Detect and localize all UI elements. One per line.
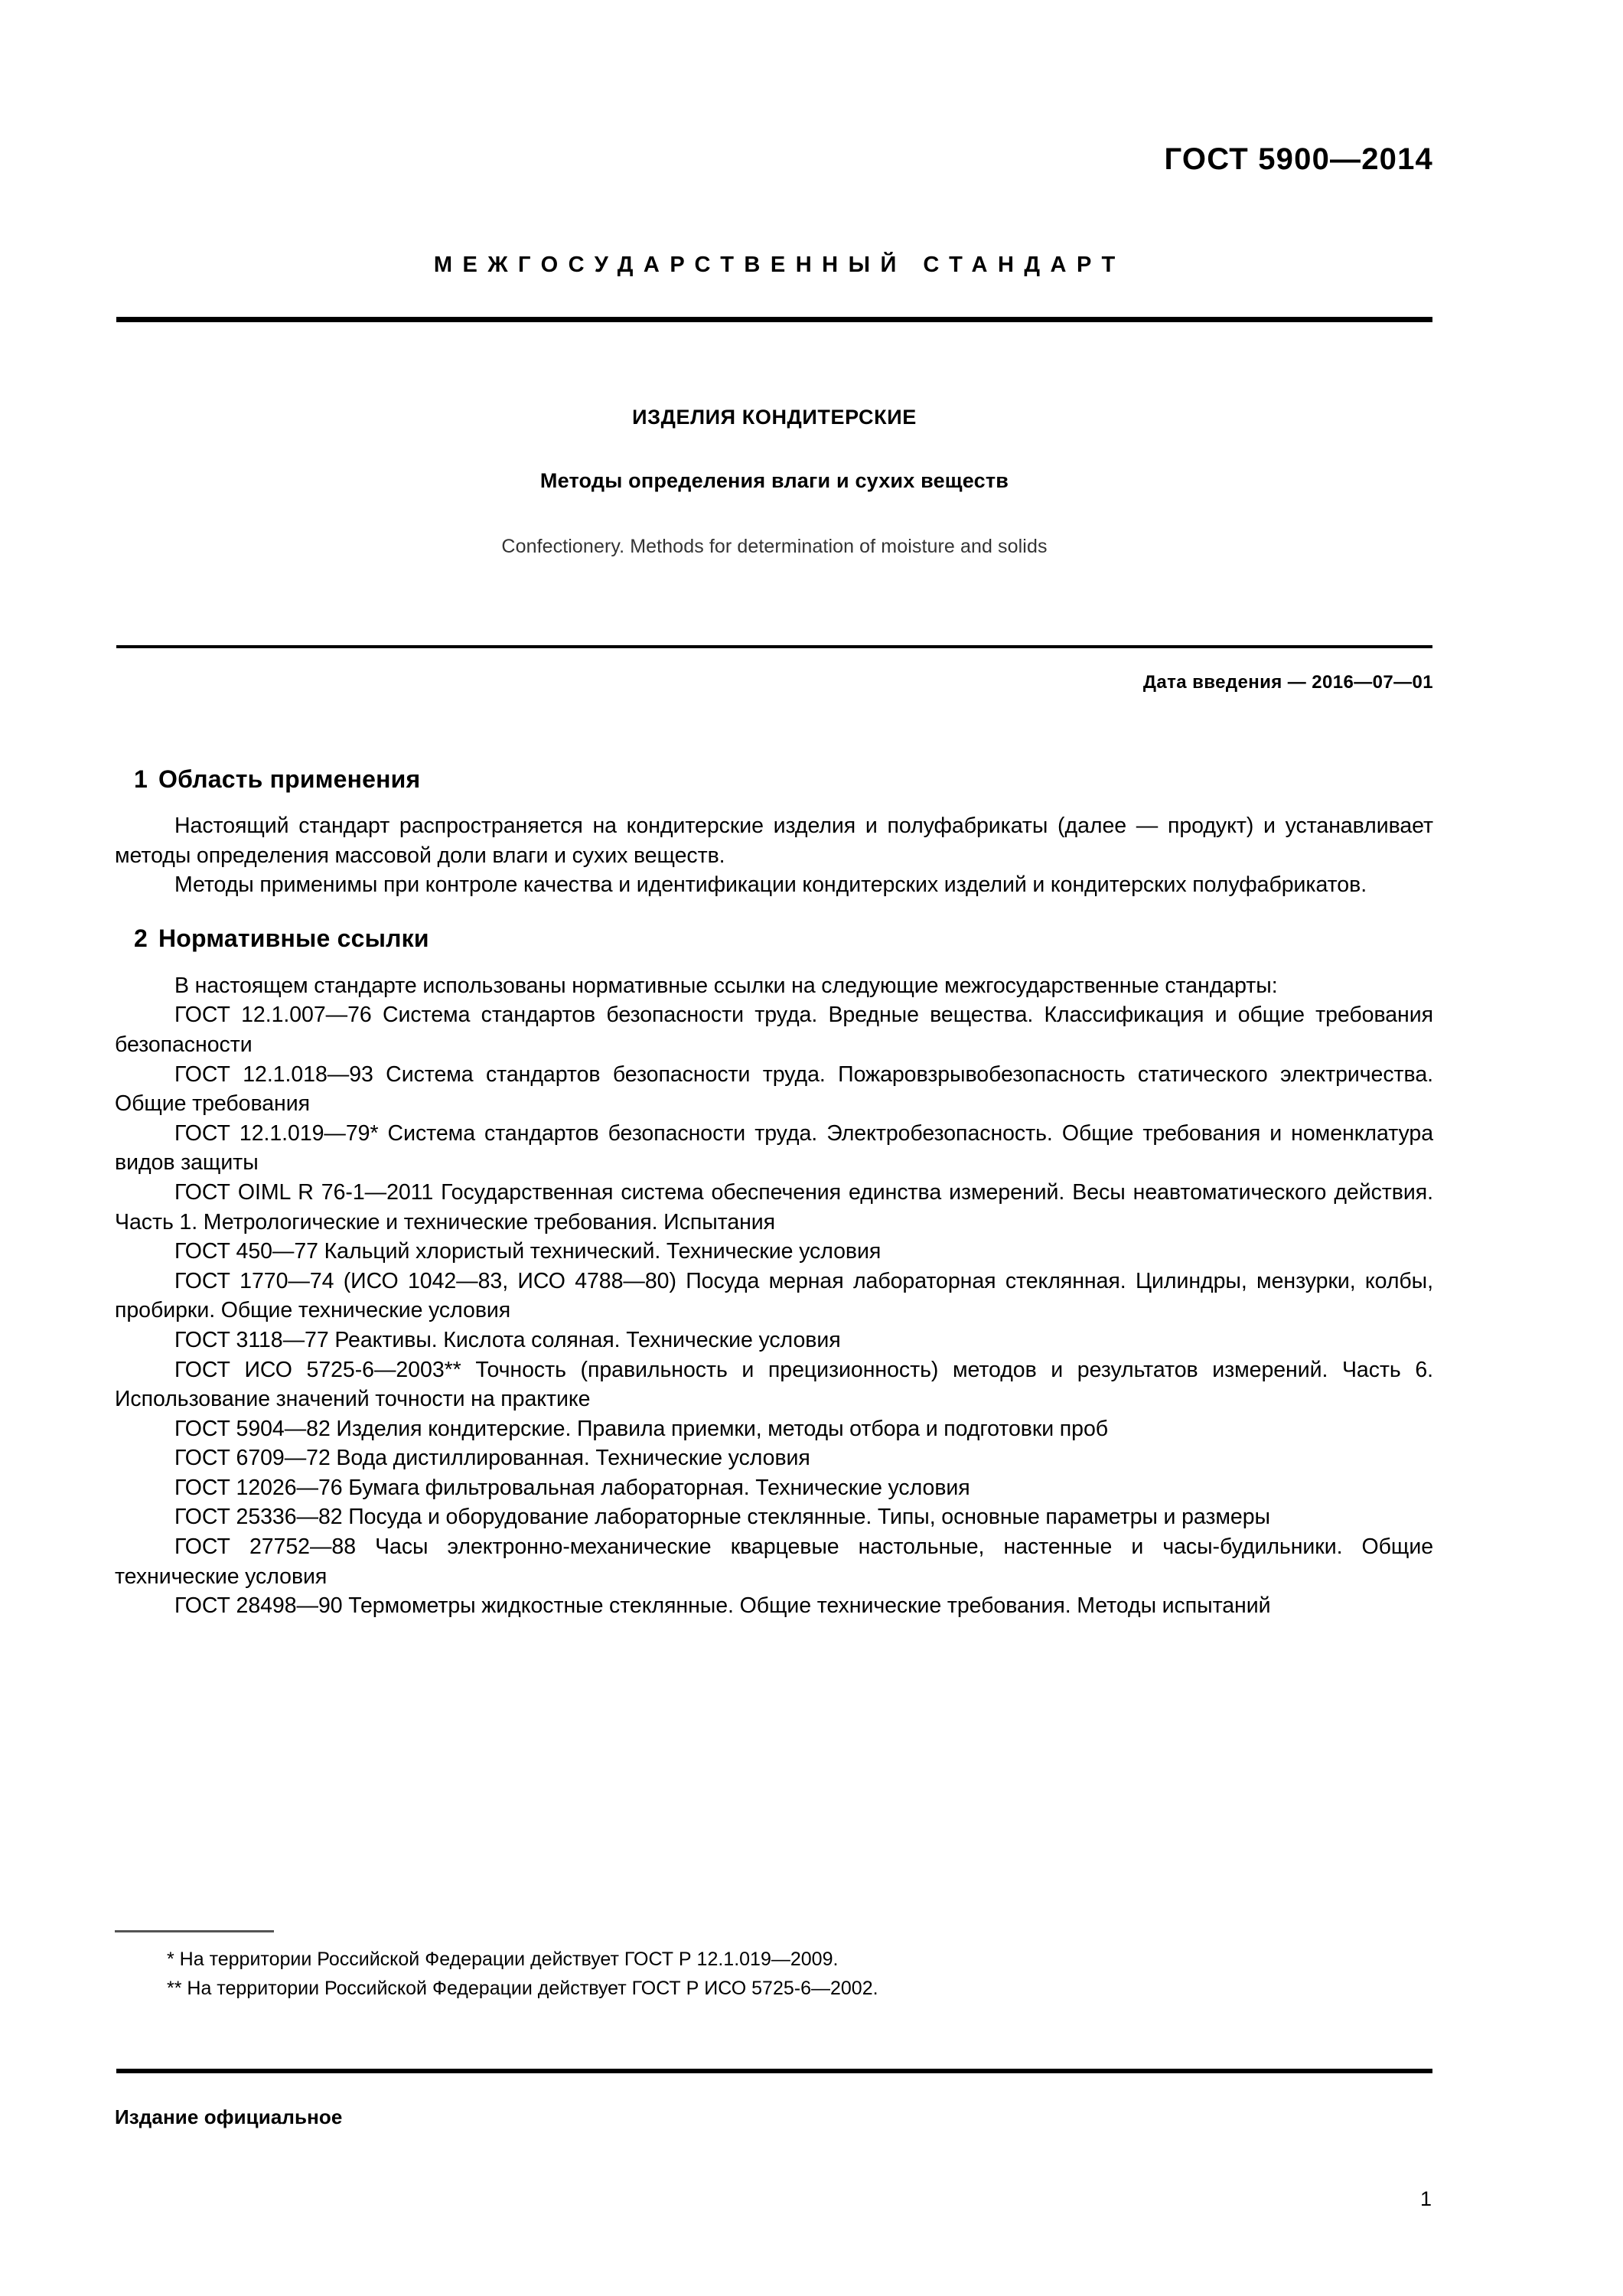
normative-reference-item: ГОСТ 450—77 Кальций хлористый технический. Технические условия <box>174 1239 882 1264</box>
normative-reference-item: ГОСТ 12.1.007—76 Система стандартов безопасности труда. Вредные вещества. Классификация и общие требования безопасности <box>115 1003 1433 1057</box>
normative-reference-item: ГОСТ ИСО 5725-6—2003** Точность (правильность и прецизионность) методов и результатов измерений. Часть 6. Использование значений точности на практике <box>115 1357 1433 1412</box>
introduction-date: Дата введения — 2016—07—01 <box>1142 672 1433 693</box>
normative-reference-item: ГОСТ OIML R 76-1—2011 Государственная система обеспечения единства измерений. Весы неавтоматического действия. Часть 1. Метрологические и технические требования. Испытания <box>115 1179 1433 1234</box>
section-heading-2 <box>134 925 1433 953</box>
normative-reference-item: ГОСТ 3118—77 Реактивы. Кислота соляная. Технические условия <box>174 1327 841 1352</box>
footnote: * На территории Российской Федерации действует ГОСТ Р 12.1.019—2009. <box>167 1949 839 1970</box>
normative-reference-item: ГОСТ 25336—82 Посуда и оборудование лабораторные стеклянные. Типы, основные параметры и размеры <box>174 1505 1270 1530</box>
section-title-2: Нормативные ссылки <box>158 924 429 952</box>
paragraph: В настоящем стандарте использованы нормативные ссылки на следующие межгосударственные стандарты: <box>174 973 1278 998</box>
section-title-1: Область применения <box>158 765 421 793</box>
section-number-2: 2 <box>134 924 148 952</box>
footnotes-block <box>115 1945 1433 2003</box>
section-number-1: 1 <box>134 765 148 793</box>
title-block <box>116 406 1432 558</box>
normative-reference-item: ГОСТ 12.1.018—93 Система стандартов безопасности труда. Пожаровзрывобезопасность статического электричества. Общие требования <box>115 1062 1433 1117</box>
normative-reference-item: ГОСТ 12026—76 Бумага фильтровальная лабораторная. Технические условия <box>174 1475 970 1500</box>
normative-reference-item: ГОСТ 6709—72 Вода дистиллированная. Технические условия <box>174 1446 810 1471</box>
footnote: ** На территории Российской Федерации действует ГОСТ Р ИСО 5725-6—2002. <box>167 1978 878 1999</box>
gost-number-header: ГОСТ 5900—2014 <box>1164 142 1433 176</box>
paragraph: Методы применимы при контроле качества и идентификации кондитерских изделий и кондитерских полуфабрикатов. <box>174 872 1367 898</box>
normative-reference-item: ГОСТ 1770—74 (ИСО 1042—83, ИСО 4788—80) Посуда мерная лабораторная стеклянная. Цилиндры, мензурки, колбы, пробирки. Общие технические условия <box>115 1268 1433 1323</box>
paragraph: Настоящий стандарт распространяется на кондитерские изделия и полуфабрикаты (далее — продукт) и устанавливает методы определения массовой доли влаги и сухих веществ. <box>115 814 1433 868</box>
document-title-english: Confectionery. Methods for determination of moisture and solids <box>501 536 1048 557</box>
normative-reference-item: ГОСТ 28498—90 Термометры жидкостные стеклянные. Общие технические требования. Методы испытаний <box>174 1593 1271 1619</box>
normative-reference-item: ГОСТ 5904—82 Изделия кондитерские. Правила приемки, методы отбора и подготовки проб <box>174 1416 1109 1441</box>
rule-under-title <box>116 645 1432 648</box>
rule-above-footer <box>116 2069 1432 2073</box>
footnote-separator <box>115 1930 274 1932</box>
section-heading-1 <box>134 765 1433 794</box>
document-title: ИЗДЕЛИЯ КОНДИТЕРСКИЕ <box>632 406 917 429</box>
normative-reference-item: ГОСТ 27752—88 Часы электронно-механические кварцевые настольные, настенные и часы-будильники. Общие технические условия <box>115 1534 1433 1589</box>
normative-reference-item: ГОСТ 12.1.019—79* Система стандартов безопасности труда. Электробезопасность. Общие требования и номенклатура видов защиты <box>115 1120 1433 1176</box>
standard-kind-heading: МЕЖГОСУДАРСТВЕННЫЙ СТАНДАРТ <box>433 253 1126 277</box>
rule-under-standard-kind <box>116 317 1432 322</box>
edition-note: Издание официальное <box>115 2105 343 2128</box>
document-body <box>115 765 1433 1621</box>
document-subtitle: Методы определения влаги и сухих веществ <box>539 469 1009 492</box>
page-number: 1 <box>1419 2187 1432 2210</box>
